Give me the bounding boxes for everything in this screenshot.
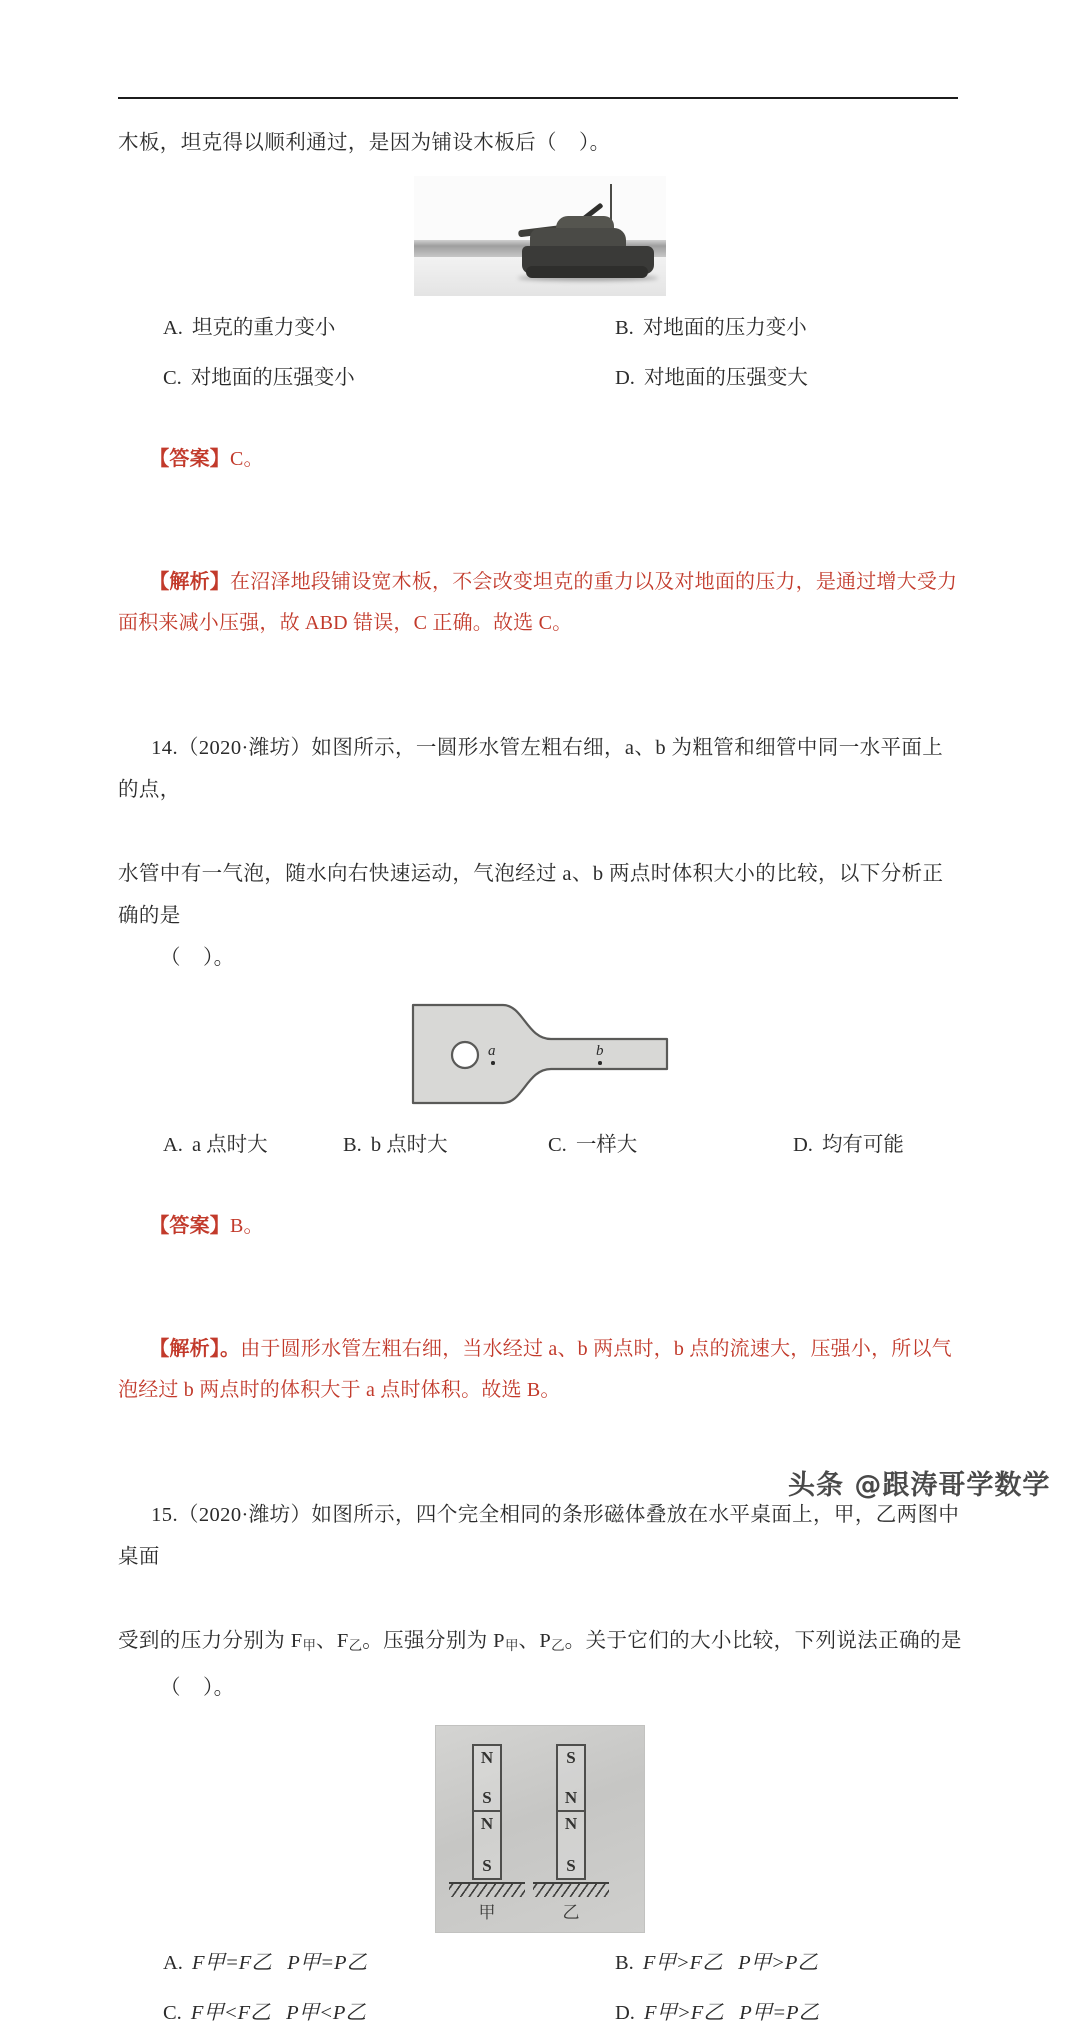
q15-stem-sub-2: 乙 <box>348 1638 363 1653</box>
q13-option-a[interactable] <box>163 308 615 348</box>
q15-number: 15. <box>151 1504 178 1526</box>
q15-stem-seg-c: 。压强分别为 P <box>362 1630 505 1652</box>
q15-option-a-label: A. <box>163 1952 183 1974</box>
magnet-left-lower <box>472 1812 502 1880</box>
q13-stem-continuation: 木板，坦克得以顺利通过，是因为铺设木板后（ ）。 <box>118 132 611 154</box>
page-content <box>118 122 962 2033</box>
q15-option-a[interactable] <box>163 1943 615 1983</box>
q13-analysis-line <box>118 521 962 685</box>
q14-option-b[interactable] <box>343 1125 548 1165</box>
q13-option-b[interactable] <box>615 308 962 348</box>
q13-option-a-text: 坦克的重力变小 <box>191 317 336 339</box>
magnet-stack-left <box>472 1744 502 1880</box>
water-pipe-diagram <box>405 993 675 1115</box>
q15-stem-line-3: （ ）。 <box>160 1677 235 1699</box>
q14-option-d-label: D. <box>793 1134 813 1156</box>
q14-options <box>118 1125 962 1165</box>
q14-stem-line-1 <box>118 685 962 853</box>
q13-option-b-text: 对地面的压力变小 <box>642 317 807 339</box>
q14-option-a-text: a 点时大 <box>191 1134 268 1156</box>
q15-stem-sub-1: 甲 <box>302 1638 317 1653</box>
table-surface-hatching-right <box>533 1882 609 1897</box>
pipe-point-a-dot <box>491 1061 495 1065</box>
q14-answer-label: 【答案】 <box>149 1215 231 1237</box>
q15-option-c-label: C. <box>163 2002 182 2024</box>
stacked-bar-magnets-photo <box>435 1725 645 1933</box>
magnet-right-pole-2: N <box>564 1788 578 1807</box>
q14-stem-line-3: （ ）。 <box>160 947 235 969</box>
q15-option-b-expr2: P甲>P乙 <box>738 1952 818 1974</box>
q14-answer-value: B。 <box>230 1215 264 1237</box>
q13-analysis-text: 在沼泽地段铺设宽木板，不会改变坦克的重力以及对地面的压力，是通过增大受力面积来减小压强，故 ABD 错误，C 正确。故选 C。 <box>118 571 958 634</box>
q13-option-c[interactable] <box>163 358 615 398</box>
q14-figure-wrapper <box>118 979 962 1117</box>
pipe-point-b-label: b <box>596 1043 604 1059</box>
q15-option-b-expr1: F甲>F乙 <box>642 1952 723 1974</box>
magnet-right-caption: 乙 <box>562 1903 580 1922</box>
q14-option-d[interactable] <box>793 1125 962 1165</box>
page-top-rule <box>118 97 958 99</box>
q14-source: （2020·潍坊） <box>177 737 312 759</box>
q14-option-a-label: A. <box>163 1134 183 1156</box>
q15-option-c-expr1: F甲<F乙 <box>190 2002 271 2024</box>
q13-answer-label: 【答案】 <box>149 448 231 470</box>
q13-option-d-label: D. <box>615 367 635 389</box>
q15-option-c-expr2: P甲<P乙 <box>286 2002 366 2024</box>
q13-option-a-label: A. <box>163 317 183 339</box>
tank-on-ground-photo <box>414 176 666 296</box>
magnet-left-pole-2: S <box>482 1788 492 1807</box>
pipe-shape-svg <box>405 993 675 1115</box>
q14-analysis-label: 【解析】。 <box>149 1338 241 1360</box>
magnet-left-upper <box>472 1744 502 1812</box>
q15-source: （2020·潍坊） <box>177 1504 312 1526</box>
q14-option-d-text: 均有可能 <box>821 1134 904 1156</box>
q13-option-d-text: 对地面的压强变大 <box>643 367 808 389</box>
q15-stem-line-2 <box>118 1620 962 1667</box>
q13-answer-value: C。 <box>230 448 264 470</box>
magnet-left-pole-4: S <box>482 1856 492 1875</box>
q14-option-b-text: b 点时大 <box>370 1134 448 1156</box>
q14-stem-text-1: 如图所示，一圆形水管左粗右细，a、b 为粗管和细管中同一水平面上的点， <box>118 737 944 801</box>
table-surface-hatching-left <box>449 1882 525 1897</box>
q13-option-d[interactable] <box>615 358 962 398</box>
q15-option-d-label: D. <box>615 2002 635 2024</box>
pipe-point-a-label: a <box>488 1043 496 1059</box>
magnet-right-pole-4: S <box>566 1856 576 1875</box>
magnet-left-caption: 甲 <box>478 1903 496 1922</box>
q15-option-b[interactable] <box>615 1943 962 1983</box>
q14-answer-line <box>118 1165 962 1288</box>
q15-stem-text-1: 如图所示，四个完全相同的条形磁体叠放在水平桌面上，甲，乙两图中桌面 <box>118 1504 960 1568</box>
q14-analysis-line <box>118 1288 962 1452</box>
q15-stem-seg-d: 、P <box>518 1630 552 1652</box>
magnet-stack-right <box>556 1744 586 1880</box>
magnet-left-pole-3: N <box>480 1814 494 1833</box>
q15-options <box>118 1943 962 2033</box>
magnet-right-upper <box>556 1744 586 1812</box>
tank-tracks <box>526 266 648 278</box>
q15-option-a-expr1: F甲=F乙 <box>191 1952 272 1974</box>
q13-figure-wrapper <box>118 164 962 300</box>
q15-option-b-label: B. <box>615 1952 634 1974</box>
q13-options <box>118 308 962 398</box>
q14-option-c[interactable] <box>548 1125 793 1165</box>
q14-option-a[interactable] <box>163 1125 343 1165</box>
q13-option-c-label: C. <box>163 367 182 389</box>
q15-stem-seg-a: 受到的压力分别为 F <box>118 1630 303 1652</box>
q13-option-c-text: 对地面的压强变小 <box>190 367 355 389</box>
q15-option-c[interactable] <box>163 1993 615 2033</box>
magnet-right-pole-3: N <box>564 1814 578 1833</box>
q15-option-a-expr2: P甲=P乙 <box>287 1952 368 1974</box>
q15-option-d-expr1: F甲>F乙 <box>643 2002 724 2024</box>
watermark: 头条 @跟涛哥学数学 <box>788 1470 1051 1501</box>
q15-option-d-expr2: P甲=P乙 <box>739 2002 820 2024</box>
q15-stem-seg-b: 、F <box>316 1630 349 1652</box>
q15-figure-wrapper <box>118 1709 962 1935</box>
q15-stem-sub-4: 乙 <box>551 1638 565 1653</box>
magnet-right-lower <box>556 1812 586 1880</box>
q13-analysis-label: 【解析】 <box>149 571 231 593</box>
q14-analysis-text: 由于圆形水管左粗右细，当水经过 a、b 两点时，b 点的流速大，压强小，所以气泡经过 b 两点时的体积大于 a 点时体积。故选 B。 <box>118 1338 952 1401</box>
q15-stem-sub-3: 甲 <box>504 1638 519 1653</box>
q14-option-c-text: 一样大 <box>575 1134 638 1156</box>
air-bubble-at-a <box>452 1042 478 1068</box>
pipe-point-b-dot <box>598 1061 602 1065</box>
magnet-right-pole-1: S <box>566 1748 576 1767</box>
magnet-left-pole-1: N <box>480 1748 494 1767</box>
q14-option-c-label: C. <box>548 1134 567 1156</box>
q13-answer-line <box>118 398 962 521</box>
q13-option-b-label: B. <box>615 317 634 339</box>
q14-stem-line-2: 水管中有一气泡，随水向右快速运动，气泡经过 a、b 两点时体积大小的比较，以下分析正确的是 <box>118 863 944 927</box>
q14-option-b-label: B. <box>343 1134 362 1156</box>
q15-option-d[interactable] <box>615 1993 962 2033</box>
q15-stem-seg-e: 。关于它们的大小比较，下列说法正确的是 <box>564 1630 962 1652</box>
q14-number: 14. <box>151 737 178 759</box>
